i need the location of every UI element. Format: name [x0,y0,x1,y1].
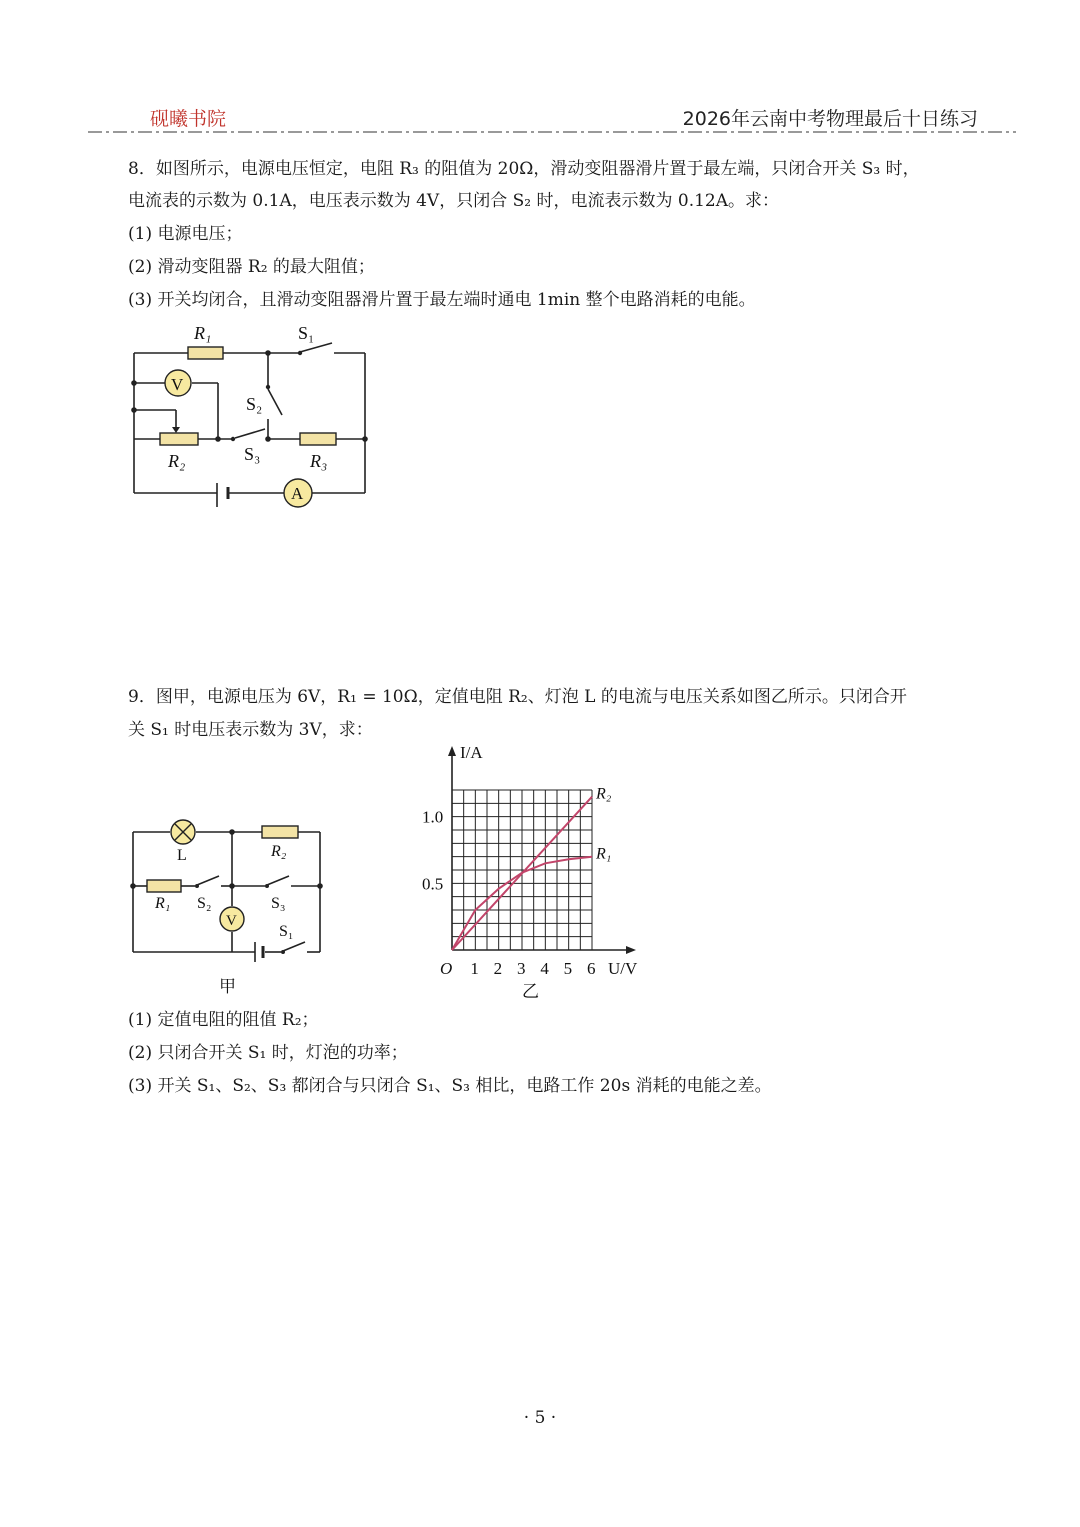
r2-resistor [262,826,298,838]
document-title: 2026年云南中考物理最后十日练习 [682,108,978,130]
x-tick-label: 1 [470,959,479,978]
label-ammeter: A [291,484,304,503]
label-voltmeter: V [171,375,184,394]
chart-series [452,786,612,950]
q8-stem-line2: 电流表的示数为 0.1A，电压表示数为 4V，只闭合 S₂ 时，电流表示数为 0.12A。求： [128,191,780,211]
q9-circuit-diagram [115,810,340,1000]
q9-subquestion-3: (3) 开关 S₁、S₂、S₃ 都闭合与只闭合 S₁、S₃ 相比，电路工作 20s 消耗的电能之差。 [128,1076,772,1096]
label-s3: S₃ [244,444,261,464]
x-tick-label: 3 [517,959,526,978]
y-tick-label: 1.0 [422,807,444,827]
label-r1: R₁ [194,323,212,343]
label-r1: R₁ [155,895,171,912]
rheostat-slider-icon [172,427,180,433]
y-axis-arrow-icon [448,746,456,756]
x-tick-label: 5 [563,959,573,978]
brand-name: 砚曦书院 [150,108,227,130]
x-axis-arrow-icon [626,946,636,954]
y-tick-label: 0.5 [422,874,444,894]
label-s1: S₁ [279,923,294,940]
label-s3: S₃ [271,895,286,912]
label-lamp: L [177,847,187,864]
q8-subquestion-2: (2) 滑动变阻器 R₂ 的最大阻值； [128,257,375,277]
page-number: · 5 · [523,1408,557,1428]
q9-subquestion-2: (2) 只闭合开关 S₁ 时，灯泡的功率； [128,1043,408,1063]
r3-resistor [300,433,336,445]
chart-caption: 乙 [522,982,539,1000]
x-tick-label: 6 [587,959,596,978]
label-r2: R₂ [271,843,287,860]
r2-rheostat [160,433,198,445]
label-s2: S₂ [246,394,263,414]
q8-stem-line1: 8．如图所示，电源电压恒定，电阻 R₃ 的阻值为 20Ω，滑动变阻器滑片置于最左端，只闭合开关 S₃ 时， [128,159,920,179]
label-s2: S₂ [197,895,212,912]
y-axis-label: I/A [460,745,483,762]
chart-tick-labels [422,808,596,978]
label-r2: R₂ [168,451,186,471]
r1-resistor [147,880,181,892]
series-label-0: R₂ [596,785,612,803]
origin-label: O [440,959,453,978]
label-s1: S₁ [298,323,315,343]
q8-subquestion-1: (1) 电源电压； [128,224,243,244]
x-axis-label: U/V [608,959,638,978]
header-divider [88,131,1016,133]
r1-resistor [188,347,223,359]
q9-stem-line1: 9．图甲，电源电压为 6V，R₁ = 10Ω，定值电阻 R₂、灯泡 L 的电流与电压关系如图乙所示。只闭合开 [128,687,907,707]
q8-circuit-diagram [110,315,390,515]
x-tick-label: 4 [540,959,549,978]
series-label-1: R₁ [596,845,612,863]
circuit-caption: 甲 [219,977,236,996]
label-r3: R₃ [310,451,328,471]
q8-subquestion-3: (3) 开关均闭合，且滑动变阻器滑片置于最左端时通电 1min 整个电路消耗的电能。 [128,290,756,310]
x-tick-label: 2 [493,959,503,978]
q9-stem-line2: 关 S₁ 时电压表示数为 3V，求： [128,720,373,740]
label-voltmeter: V [226,913,237,929]
q9-subquestion-1: (1) 定值电阻的阻值 R₂； [128,1010,319,1030]
iv-chart [410,745,650,1000]
